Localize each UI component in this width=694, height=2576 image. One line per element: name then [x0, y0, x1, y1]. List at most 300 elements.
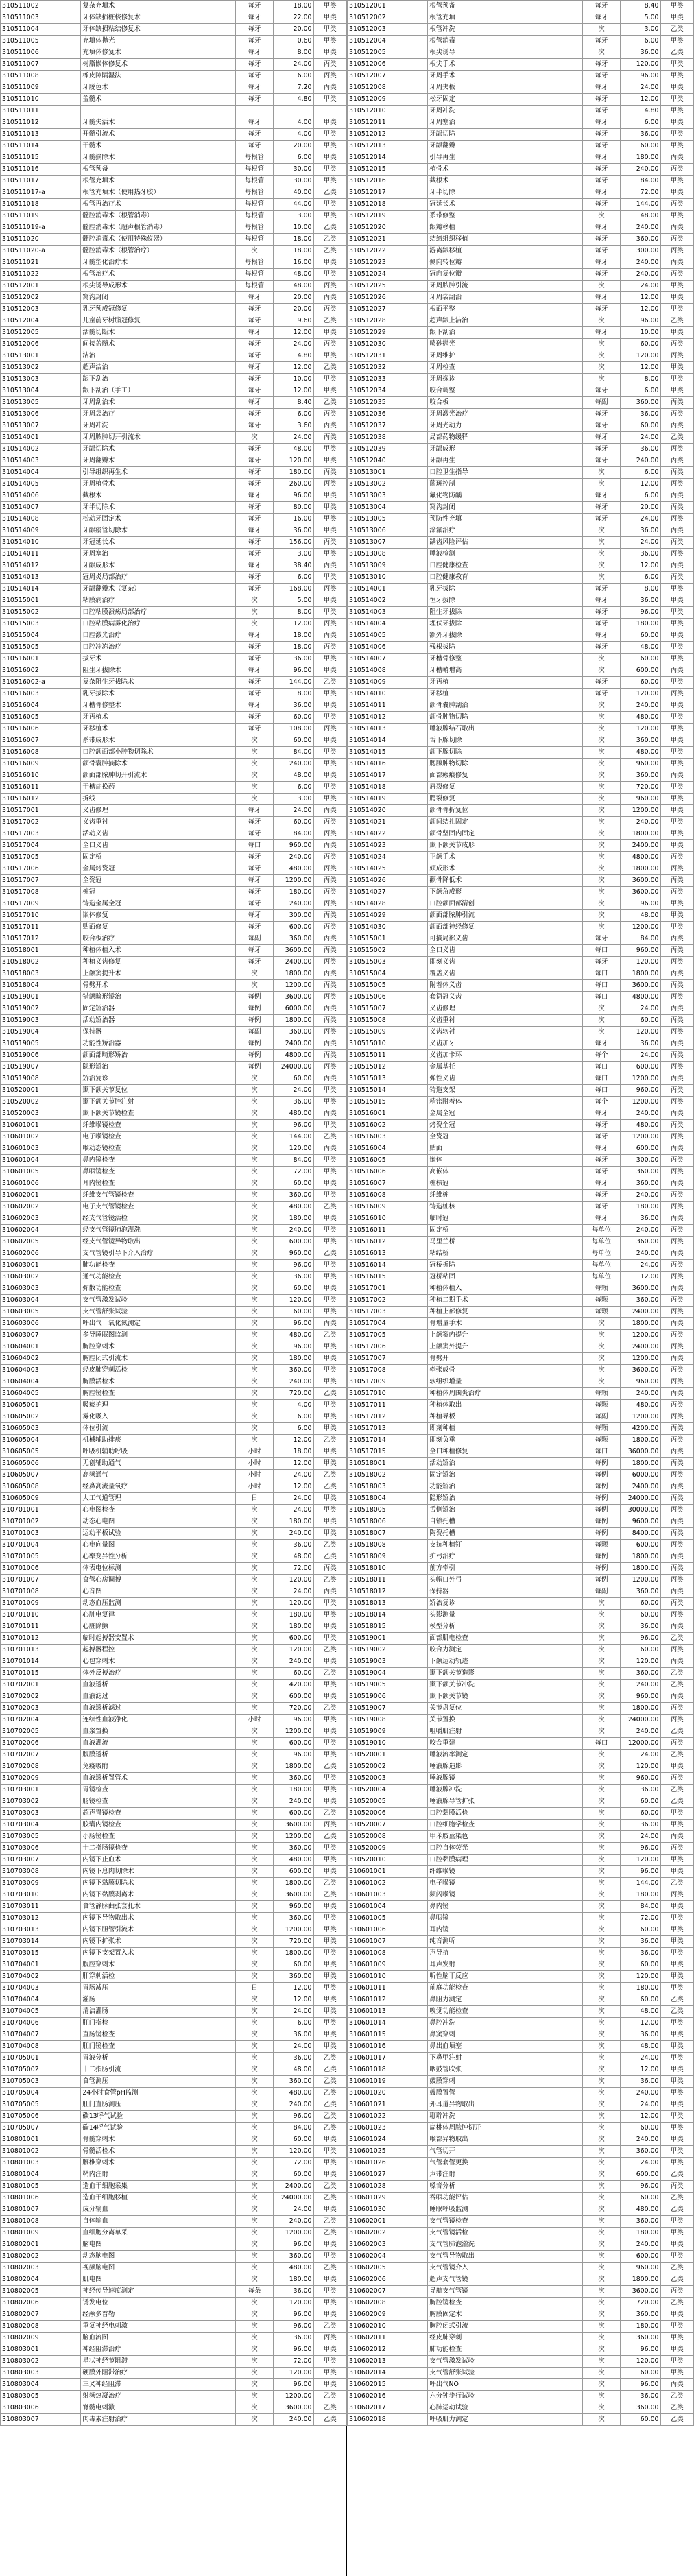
item-class: 丙类	[660, 1248, 693, 1260]
item-class: 甲类	[660, 2146, 693, 2158]
table-row	[348, 397, 694, 409]
item-class: 乙类	[660, 2414, 693, 2426]
item-code: 310512031	[348, 350, 428, 362]
item-code: 310601028	[348, 2181, 428, 2193]
table-row	[348, 350, 694, 362]
table-row	[348, 2309, 694, 2321]
item-name: 造血干细胞采集	[81, 2181, 236, 2193]
item-price: 36.00	[273, 2286, 313, 2298]
item-class: 甲类	[660, 1983, 693, 1994]
item-name: 根管冲洗	[428, 24, 583, 36]
item-unit: 次	[583, 1003, 621, 1015]
item-name: 超声洁治	[81, 362, 236, 374]
item-name: 机械辅助排痰	[81, 1435, 236, 1446]
table-row	[1, 1365, 347, 1376]
item-price: 48.00	[273, 1551, 313, 1563]
item-code: 310802005	[1, 2286, 81, 2298]
item-code: 310601001	[1, 1120, 81, 1132]
item-code: 310518001	[1, 945, 81, 957]
item-price: 600.00	[273, 1237, 313, 1248]
item-unit: 次	[236, 1994, 274, 2006]
item-price: 38.40	[273, 560, 313, 572]
item-class: 乙类	[313, 2123, 346, 2134]
item-code: 310512033	[348, 374, 428, 385]
item-code: 310512016	[348, 176, 428, 187]
item-name: 吞咽功能评估	[428, 2193, 583, 2204]
item-class: 甲类	[313, 1120, 346, 1132]
item-class: 乙类	[660, 2193, 693, 2204]
item-class: 丙类	[660, 1003, 693, 1015]
item-name: 血细胞分离单采	[81, 2228, 236, 2239]
table-row	[1, 1446, 347, 1458]
item-unit: 每牙	[583, 689, 621, 700]
item-unit: 次	[583, 2274, 621, 2286]
item-unit: 次	[583, 770, 621, 782]
item-name: 牵张成骨	[428, 1365, 583, 1376]
table-row	[348, 2286, 694, 2298]
item-code: 310512020	[348, 222, 428, 234]
item-unit: 每牙	[236, 560, 274, 572]
item-name: 高频通气	[81, 1470, 236, 1481]
item-code: 310516013	[348, 1248, 428, 1260]
item-price: 120.00	[273, 2298, 313, 2309]
item-code: 310602018	[348, 2414, 428, 2426]
table-row	[348, 2134, 694, 2146]
item-name: 软组织增量	[428, 1376, 583, 1388]
item-price: 0.60	[273, 36, 313, 47]
table-row	[1, 1120, 347, 1132]
table-row	[1, 2018, 347, 2029]
item-price: 24.00	[620, 2158, 660, 2169]
item-price: 240.00	[620, 1225, 660, 1237]
item-unit: 次	[583, 2251, 621, 2263]
item-code: 310705006	[1, 2111, 81, 2123]
item-code: 310514006	[1, 490, 81, 502]
item-code: 310520002	[1, 1097, 81, 1108]
item-name: 胸膜固定术	[428, 2309, 583, 2321]
item-unit: 次	[236, 2379, 274, 2391]
item-code: 310701015	[1, 1668, 81, 1680]
item-unit: 每例	[583, 1563, 621, 1575]
item-unit: 每牙	[236, 374, 274, 385]
item-unit: 每颗	[583, 1295, 621, 1307]
item-unit: 次	[236, 1750, 274, 1761]
item-unit: 次	[583, 2379, 621, 2391]
item-price: 36000.00	[620, 1446, 660, 1458]
item-code: 310605008	[1, 1481, 81, 1493]
item-code: 310512006	[1, 339, 81, 350]
item-class: 甲类	[313, 2134, 346, 2146]
item-code: 310514018	[348, 782, 428, 794]
item-name: 牙龈成形	[428, 444, 583, 455]
item-name: 牙髓失活术	[81, 117, 236, 129]
item-name: 截根术	[81, 490, 236, 502]
item-class: 丙类	[660, 1190, 693, 1202]
table-row	[1, 1703, 347, 1715]
table-row	[348, 94, 694, 106]
item-price: 96.00	[620, 1866, 660, 1878]
item-name: 鼻腔冲洗	[428, 2018, 583, 2029]
table-row	[348, 724, 694, 735]
item-unit: 次	[583, 1365, 621, 1376]
item-name: 龈下刮治	[81, 374, 236, 385]
item-code: 310515009	[348, 1027, 428, 1038]
item-name: 根尖手术	[428, 59, 583, 71]
item-name: 牙周刮治术	[81, 397, 236, 409]
item-name: 根尖诱导成形术	[81, 281, 236, 292]
table-row	[348, 1551, 694, 1563]
item-unit: 次	[236, 1120, 274, 1132]
item-code: 310516010	[1, 770, 81, 782]
item-name: 胸膜活检术	[81, 1376, 236, 1388]
item-unit: 次	[583, 339, 621, 350]
item-code: 310601016	[348, 2041, 428, 2053]
item-name: 鼻咽镜	[428, 1913, 583, 1924]
item-class: 甲类	[313, 2298, 346, 2309]
item-class: 乙类	[313, 1435, 346, 1446]
item-class: 乙类	[313, 2193, 346, 2204]
table-row	[1, 1283, 347, 1295]
item-code: 310703008	[1, 1866, 81, 1878]
item-class: 甲类	[313, 2286, 346, 2298]
item-price: 60.00	[273, 817, 313, 828]
item-name: 局部药物缓释	[428, 432, 583, 444]
item-code: 310512018	[348, 199, 428, 211]
item-price: 12.00	[273, 362, 313, 374]
item-name: 骨髓活检术	[81, 2146, 236, 2158]
table-row	[348, 1411, 694, 1423]
table-row	[348, 1738, 694, 1750]
table-row	[348, 2111, 694, 2123]
item-price: 60.00	[620, 1796, 660, 1808]
table-row	[1, 2251, 347, 2263]
item-unit: 次	[236, 1307, 274, 1318]
item-price: 60.00	[620, 677, 660, 689]
item-price: 24.00	[273, 2006, 313, 2018]
item-code: 310515011	[348, 1050, 428, 1062]
item-price: 120.00	[273, 1295, 313, 1307]
item-name: 冠桥拆除	[428, 1260, 583, 1272]
item-unit: 每牙	[236, 12, 274, 24]
item-unit: 次	[236, 2111, 274, 2123]
item-class: 甲类	[313, 490, 346, 502]
item-class: 甲类	[660, 385, 693, 397]
item-code: 310512006	[348, 59, 428, 71]
table-row	[348, 712, 694, 724]
item-unit: 每口	[583, 1738, 621, 1750]
item-code: 310517007	[348, 1353, 428, 1365]
item-code: 310513003	[1, 374, 81, 385]
item-class: 甲类	[313, 129, 346, 141]
item-unit: 次	[236, 1423, 274, 1435]
item-name: 肉毒素注射治疗	[81, 2414, 236, 2426]
item-code: 310602002	[348, 2228, 428, 2239]
item-code: 310516003	[348, 1132, 428, 1143]
table-row	[348, 444, 694, 455]
item-unit: 每牙	[583, 1120, 621, 1132]
item-name: 面部肌电检查	[428, 1633, 583, 1645]
item-name: 声导抗	[428, 1948, 583, 1959]
item-name: 全瓷冠	[81, 875, 236, 887]
item-class: 甲类	[660, 292, 693, 304]
item-class: 甲类	[660, 2321, 693, 2333]
item-price: 60.00	[620, 1924, 660, 1936]
item-class: 甲类	[313, 1376, 346, 1388]
item-name: 颞下颌关节腔注射	[81, 1097, 236, 1108]
item-code: 310516001	[348, 1108, 428, 1120]
table-row	[348, 1621, 694, 1633]
item-unit: 次	[236, 1645, 274, 1656]
item-price: 300.00	[620, 1155, 660, 1167]
item-price: 1200.00	[620, 1353, 660, 1365]
item-unit: 次	[583, 805, 621, 817]
table-row	[348, 467, 694, 479]
item-class: 乙类	[313, 2064, 346, 2076]
item-name: 拔牙术	[81, 654, 236, 665]
item-code: 310515004	[348, 968, 428, 980]
item-code: 310603006	[1, 1318, 81, 1330]
item-class: 丙类	[313, 1003, 346, 1015]
table-row	[1, 840, 347, 852]
item-price: 120.00	[273, 2146, 313, 2158]
item-name: 连续性血液净化	[81, 1715, 236, 1726]
item-unit: 次	[236, 1551, 274, 1563]
table-row	[1, 71, 347, 82]
left-table	[0, 0, 347, 2426]
item-price: 72.00	[273, 2158, 313, 2169]
item-price: 24.00	[620, 1050, 660, 1062]
item-name: 种植上部修复	[428, 1307, 583, 1318]
item-price: 12.00	[273, 1983, 313, 1994]
item-code: 310519010	[348, 1738, 428, 1750]
item-unit: 次	[236, 607, 274, 619]
item-class: 甲类	[660, 2368, 693, 2379]
table-row	[1, 1341, 347, 1353]
item-unit: 每例	[583, 1528, 621, 1540]
item-price: 480.00	[273, 1202, 313, 1213]
item-class: 丙类	[660, 945, 693, 957]
item-name: 气管套管更换	[428, 2158, 583, 2169]
item-name: 涂氟治疗	[428, 525, 583, 537]
item-price: 96.00	[620, 71, 660, 82]
item-price: 4800.00	[620, 852, 660, 863]
item-name: 牙周夹板	[428, 82, 583, 94]
table-row	[348, 642, 694, 654]
item-name: 根管消毒	[428, 36, 583, 47]
item-code: 310601015	[348, 2029, 428, 2041]
item-class: 丙类	[313, 339, 346, 350]
item-price: 60.00	[620, 1610, 660, 1621]
item-unit: 每牙	[236, 36, 274, 47]
table-row	[348, 1085, 694, 1097]
item-name: 经鼻高流量氧疗	[81, 1481, 236, 1493]
item-price: 10.00	[273, 374, 313, 385]
item-name: 颧骨降低术	[428, 875, 583, 887]
item-price: 24.00	[273, 2041, 313, 2053]
item-price: 60.00	[620, 2193, 660, 2204]
item-name: 支气管肺泡灌洗	[428, 2239, 583, 2251]
item-class: 丙类	[313, 1050, 346, 1062]
table-row	[1, 1400, 347, 1411]
item-price: 48.00	[620, 642, 660, 654]
item-name: 口腔自体荧光	[428, 1843, 583, 1855]
item-price: 360.00	[620, 735, 660, 747]
item-unit: 次	[583, 537, 621, 549]
item-name: 间接盖髓术	[81, 339, 236, 350]
table-row	[348, 82, 694, 94]
item-class: 甲类	[660, 794, 693, 805]
item-class: 甲类	[313, 211, 346, 222]
item-name: 支气管激发试验	[81, 1295, 236, 1307]
item-name: 听性脑干反应	[428, 1971, 583, 1983]
item-unit: 每牙	[236, 875, 274, 887]
item-name: 引导再生	[428, 152, 583, 164]
item-class: 丙类	[660, 1307, 693, 1318]
item-unit: 每牙	[583, 1213, 621, 1225]
item-name: 颌面部脓肿切开引流术	[81, 770, 236, 782]
item-unit: 次	[236, 2216, 274, 2228]
item-class: 丙类	[660, 1481, 693, 1493]
item-code: 310703007	[1, 1855, 81, 1866]
item-price: 60.00	[273, 1073, 313, 1085]
item-class: 甲类	[313, 1493, 346, 1505]
item-name: 牙周脓肿切开引流术	[81, 432, 236, 444]
item-name: 唾液腺冲洗	[428, 1785, 583, 1796]
item-unit: 次	[583, 1715, 621, 1726]
item-price: 60.00	[620, 654, 660, 665]
item-price: 60.00	[273, 1283, 313, 1295]
item-price: 720.00	[273, 1936, 313, 1948]
item-price: 180.00	[620, 152, 660, 164]
table-row	[1, 1738, 347, 1750]
item-unit: 次	[236, 1820, 274, 1831]
item-class: 甲类	[313, 1715, 346, 1726]
item-name: 经皮肺穿刺活检	[81, 1365, 236, 1376]
item-class: 乙类	[313, 2111, 346, 2123]
table-row	[1, 945, 347, 957]
table-row	[1, 1132, 347, 1143]
item-name: 全口义齿	[428, 945, 583, 957]
item-unit: 次	[583, 1691, 621, 1703]
item-unit: 次	[583, 1621, 621, 1633]
item-code: 310602013	[348, 2356, 428, 2368]
item-code: 310518007	[348, 1528, 428, 1540]
table-row	[348, 770, 694, 782]
item-unit: 每牙	[583, 642, 621, 654]
item-price: 480.00	[620, 747, 660, 759]
table-row	[348, 71, 694, 82]
item-code: 310605005	[1, 1446, 81, 1458]
item-name: 免疫吸附	[81, 1761, 236, 1773]
item-name: 上颌窦内提升	[428, 1330, 583, 1341]
item-name: 阻生牙拔除术	[81, 665, 236, 677]
item-name: 贴面	[428, 1143, 583, 1155]
item-price: 240.00	[620, 817, 660, 828]
item-unit: 次	[236, 747, 274, 759]
item-price: 24.00	[620, 1003, 660, 1015]
item-unit: 每牙	[236, 409, 274, 420]
item-name: 嵌体	[428, 1155, 583, 1167]
item-class: 甲类	[313, 595, 346, 607]
table-row	[1, 1831, 347, 1843]
item-name: 内镜下支架置入术	[81, 1948, 236, 1959]
item-code: 310802007	[1, 2309, 81, 2321]
item-class: 丙类	[660, 887, 693, 898]
item-price: 120.00	[273, 1143, 313, 1155]
item-unit: 次	[236, 2321, 274, 2333]
item-class: 丙类	[660, 1715, 693, 1726]
item-unit: 每例	[583, 1458, 621, 1470]
item-name: 陶瓷托槽	[428, 1528, 583, 1540]
item-unit: 每牙	[583, 12, 621, 24]
item-unit: 次	[236, 2006, 274, 2018]
item-name: 诱发电位	[81, 2298, 236, 2309]
item-code: 310601003	[348, 1889, 428, 1901]
item-code: 310702007	[1, 1750, 81, 1761]
item-unit: 次	[236, 2298, 274, 2309]
item-code: 310514009	[348, 677, 428, 689]
item-class: 乙类	[660, 2263, 693, 2274]
item-class: 丙类	[313, 304, 346, 315]
item-class: 乙类	[313, 2076, 346, 2088]
item-name: 硬膜外阻滞治疗	[81, 2368, 236, 2379]
item-code: 310520010	[348, 1855, 428, 1866]
item-name: 食管测压	[81, 2076, 236, 2088]
table-row	[348, 2251, 694, 2263]
item-name: 运动平板试验	[81, 1528, 236, 1540]
item-price: 6.00	[273, 782, 313, 794]
item-price: 96.00	[273, 2309, 313, 2321]
item-price: 420.00	[273, 1680, 313, 1691]
table-row	[348, 1785, 694, 1796]
table-row	[1, 2169, 347, 2181]
item-price: 3600.00	[273, 2402, 313, 2414]
item-price: 240.00	[620, 700, 660, 712]
item-name: 牙半切除术	[81, 502, 236, 514]
item-name: 窝沟封闭	[81, 292, 236, 304]
item-code: 310512022	[348, 246, 428, 257]
item-class: 甲类	[313, 2368, 346, 2379]
item-name: 神经传导速度测定	[81, 2286, 236, 2298]
item-class: 乙类	[313, 1202, 346, 1213]
item-class: 甲类	[660, 2053, 693, 2064]
item-code: 310513002	[348, 479, 428, 490]
item-name: 舌下腺切除	[428, 735, 583, 747]
item-name: 呼出气NO	[428, 2379, 583, 2391]
item-code: 310514025	[348, 863, 428, 875]
item-class: 丙类	[660, 1446, 693, 1458]
item-price: 96.00	[273, 1120, 313, 1132]
item-unit: 次	[236, 1656, 274, 1668]
item-price: 2400.00	[620, 1341, 660, 1353]
item-price: 72.00	[620, 1913, 660, 1924]
item-price: 180.00	[273, 1610, 313, 1621]
item-class	[313, 106, 346, 117]
table-row	[1, 36, 347, 47]
table-row	[348, 1, 694, 12]
item-name: 颌骨骨折复位	[428, 805, 583, 817]
item-price: 360.00	[620, 397, 660, 409]
item-unit: 次	[583, 922, 621, 933]
item-code: 310518002	[1, 957, 81, 968]
item-price: 48.00	[273, 770, 313, 782]
item-price: 1800.00	[620, 968, 660, 980]
item-price: 1200.00	[620, 922, 660, 933]
item-unit: 次	[236, 1959, 274, 1971]
table-row	[1, 1062, 347, 1073]
item-code: 310519009	[348, 1726, 428, 1738]
item-name: 颌面部神经修复	[428, 922, 583, 933]
